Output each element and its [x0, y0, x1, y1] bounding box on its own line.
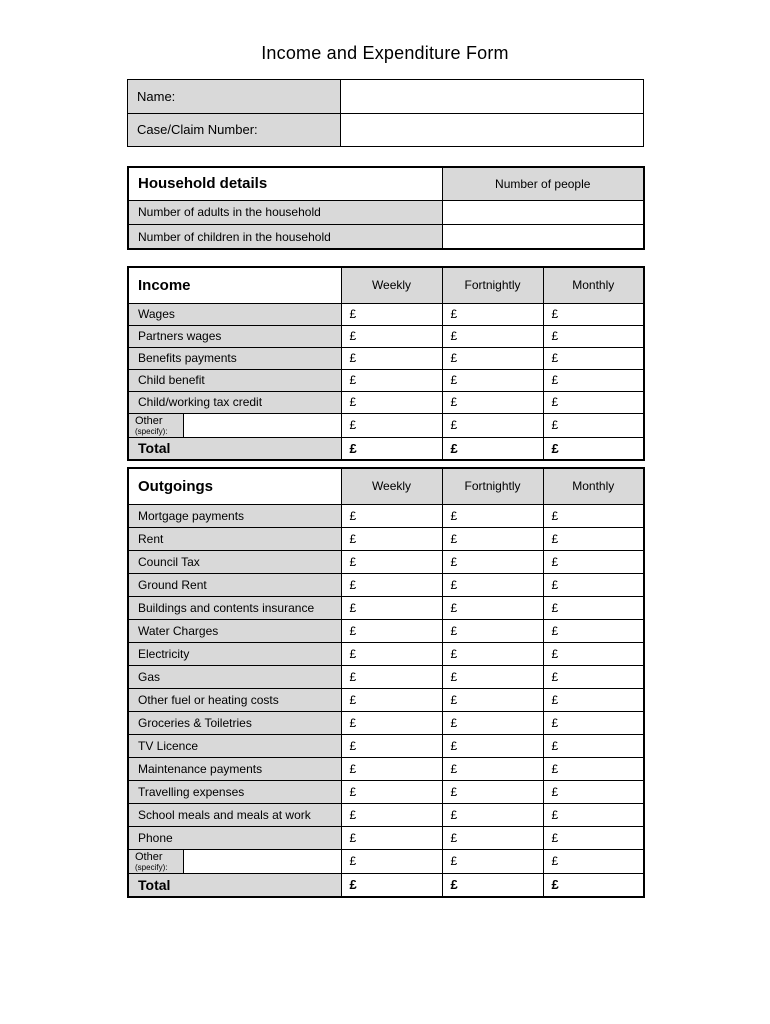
household-col-number-of-people: Number of people	[442, 167, 644, 200]
amount-cell-monthly[interactable]	[543, 347, 644, 369]
currency-symbol: £	[551, 623, 559, 638]
amount-cell-weekly[interactable]	[341, 803, 442, 826]
table-row	[128, 80, 644, 114]
currency-symbol: £	[450, 373, 458, 387]
currency-symbol: £	[450, 508, 458, 523]
currency-symbol: £	[349, 351, 357, 365]
row-label: Rent	[128, 527, 341, 550]
outgoings-col-monthly: Monthly	[543, 468, 644, 504]
row-label: TV Licence	[128, 734, 341, 757]
outgoings-total-label: Total	[128, 873, 341, 897]
row-label: Mortgage payments	[128, 504, 341, 527]
amount-cell-monthly[interactable]	[543, 826, 644, 849]
name-label: Name:	[128, 80, 341, 114]
currency-symbol: £	[349, 418, 357, 432]
currency-symbol: £	[450, 830, 458, 845]
currency-symbol: £	[349, 715, 357, 730]
currency-symbol: £	[450, 418, 458, 432]
table-row-other	[128, 849, 644, 873]
currency-symbol: £	[349, 669, 357, 684]
income-col-weekly: Weekly	[341, 267, 442, 303]
currency-symbol: £	[349, 738, 357, 753]
currency-symbol: £	[450, 440, 458, 456]
amount-cell-weekly[interactable]	[341, 780, 442, 803]
table-row	[128, 757, 644, 780]
income-col-monthly: Monthly	[543, 267, 644, 303]
amount-cell-fortnightly[interactable]	[442, 734, 543, 757]
other-label	[129, 414, 184, 437]
case-claim-label: Case/Claim Number:	[128, 113, 341, 147]
amount-cell-weekly[interactable]	[341, 550, 442, 573]
currency-symbol: £	[551, 761, 559, 776]
amount-cell-monthly[interactable]	[543, 527, 644, 550]
amount-cell-weekly[interactable]	[341, 413, 442, 437]
currency-symbol: £	[551, 646, 559, 661]
other-label-cell	[128, 413, 341, 437]
currency-symbol: £	[450, 715, 458, 730]
outgoings-col-fortnightly: Fortnightly	[442, 468, 543, 504]
amount-cell-monthly[interactable]	[543, 369, 644, 391]
amount-cell-weekly[interactable]	[341, 757, 442, 780]
table-row	[128, 504, 644, 527]
amount-cell-monthly[interactable]	[543, 303, 644, 325]
currency-symbol: £	[450, 623, 458, 638]
outgoings-header-row	[128, 468, 644, 504]
amount-cell-fortnightly[interactable]	[442, 780, 543, 803]
table-row	[128, 303, 644, 325]
amount-cell-weekly[interactable]	[341, 596, 442, 619]
currency-symbol: £	[450, 877, 458, 893]
amount-cell-fortnightly[interactable]	[442, 803, 543, 826]
other-specify-text: (specify):	[135, 426, 168, 436]
currency-symbol: £	[551, 854, 559, 868]
amount-cell-weekly[interactable]	[341, 849, 442, 873]
currency-symbol: £	[551, 877, 559, 893]
amount-cell-monthly[interactable]	[543, 803, 644, 826]
other-label	[129, 850, 184, 873]
currency-symbol: £	[450, 554, 458, 569]
currency-symbol: £	[551, 554, 559, 569]
amount-cell-fortnightly[interactable]	[442, 688, 543, 711]
amount-cell-fortnightly[interactable]	[442, 757, 543, 780]
amount-cell-fortnightly[interactable]	[442, 391, 543, 413]
other-specify-input[interactable]	[184, 414, 341, 437]
currency-symbol: £	[450, 646, 458, 661]
currency-symbol: £	[349, 807, 357, 822]
amount-cell-fortnightly[interactable]	[442, 849, 543, 873]
amount-cell-weekly[interactable]	[341, 303, 442, 325]
currency-symbol: £	[551, 373, 559, 387]
row-label: Council Tax	[128, 550, 341, 573]
table-row	[128, 550, 644, 573]
table-row	[128, 325, 644, 347]
children-label: Number of children in the household	[128, 225, 442, 250]
row-label: Wages	[128, 303, 341, 325]
amount-cell-weekly[interactable]	[341, 688, 442, 711]
income-total-amount-cell-monthly[interactable]	[543, 437, 644, 460]
table-row	[128, 200, 644, 225]
currency-symbol: £	[450, 692, 458, 707]
household-table	[127, 166, 645, 250]
table-row	[128, 391, 644, 413]
currency-symbol: £	[349, 329, 357, 343]
amount-cell-fortnightly[interactable]	[442, 619, 543, 642]
table-row	[128, 803, 644, 826]
income-header-row	[128, 267, 644, 303]
row-label: School meals and meals at work	[128, 803, 341, 826]
currency-symbol: £	[349, 623, 357, 638]
amount-cell-monthly[interactable]	[543, 619, 644, 642]
row-label: Maintenance payments	[128, 757, 341, 780]
row-label: Gas	[128, 665, 341, 688]
outgoings-section-title: Outgoings	[128, 468, 341, 504]
table-row	[128, 688, 644, 711]
table-row	[128, 665, 644, 688]
currency-symbol: £	[551, 577, 559, 592]
table-row	[128, 113, 644, 147]
table-row	[128, 734, 644, 757]
currency-symbol: £	[450, 669, 458, 684]
currency-symbol: £	[349, 508, 357, 523]
case-claim-input-cell[interactable]	[341, 113, 644, 147]
outgoings-tbody	[128, 468, 644, 897]
amount-cell-weekly[interactable]	[341, 391, 442, 413]
currency-symbol: £	[349, 554, 357, 569]
amount-cell-monthly[interactable]	[543, 391, 644, 413]
currency-symbol: £	[349, 784, 357, 799]
outgoings-total-row	[128, 873, 644, 897]
amount-cell-monthly[interactable]	[543, 573, 644, 596]
currency-symbol: £	[450, 351, 458, 365]
amount-cell-fortnightly[interactable]	[442, 596, 543, 619]
currency-symbol: £	[450, 307, 458, 321]
income-col-fortnightly: Fortnightly	[442, 267, 543, 303]
currency-symbol: £	[450, 784, 458, 799]
table-row	[128, 573, 644, 596]
other-wrap	[129, 414, 341, 437]
currency-symbol: £	[551, 600, 559, 615]
amount-cell-weekly[interactable]	[341, 826, 442, 849]
amount-cell-weekly[interactable]	[341, 573, 442, 596]
amount-cell-fortnightly[interactable]	[442, 711, 543, 734]
currency-symbol: £	[551, 807, 559, 822]
currency-symbol: £	[349, 761, 357, 776]
currency-symbol: £	[551, 692, 559, 707]
amount-cell-monthly[interactable]	[543, 711, 644, 734]
row-label: Other fuel or heating costs	[128, 688, 341, 711]
table-row	[128, 619, 644, 642]
currency-symbol: £	[551, 508, 559, 523]
currency-symbol: £	[551, 669, 559, 684]
row-label: Travelling expenses	[128, 780, 341, 803]
table-row	[128, 780, 644, 803]
amount-cell-fortnightly[interactable]	[442, 550, 543, 573]
amount-cell-fortnightly[interactable]	[442, 303, 543, 325]
income-section-title: Income	[128, 267, 341, 303]
table-row	[128, 642, 644, 665]
currency-symbol: £	[349, 692, 357, 707]
income-total-row	[128, 437, 644, 460]
row-label: Groceries & Toiletries	[128, 711, 341, 734]
currency-symbol: £	[349, 440, 357, 456]
amount-cell-fortnightly[interactable]	[442, 504, 543, 527]
row-label: Buildings and contents insurance	[128, 596, 341, 619]
currency-symbol: £	[551, 830, 559, 845]
row-label: Child benefit	[128, 369, 341, 391]
currency-symbol: £	[551, 440, 559, 456]
amount-cell-monthly[interactable]	[543, 642, 644, 665]
other-wrap	[129, 850, 341, 873]
amount-cell-fortnightly[interactable]	[442, 325, 543, 347]
amount-cell-weekly[interactable]	[341, 325, 442, 347]
income-tbody	[128, 267, 644, 460]
amount-cell-fortnightly[interactable]	[442, 573, 543, 596]
currency-symbol: £	[450, 738, 458, 753]
amount-cell-monthly[interactable]	[543, 325, 644, 347]
amount-cell-fortnightly[interactable]	[442, 665, 543, 688]
currency-symbol: £	[551, 418, 559, 432]
income-total-amount-cell-fortnightly[interactable]	[442, 437, 543, 460]
currency-symbol: £	[551, 531, 559, 546]
currency-symbol: £	[551, 307, 559, 321]
currency-symbol: £	[349, 577, 357, 592]
income-total-label: Total	[128, 437, 341, 460]
amount-cell-fortnightly[interactable]	[442, 369, 543, 391]
amount-cell-monthly[interactable]	[543, 849, 644, 873]
currency-symbol: £	[551, 715, 559, 730]
currency-symbol: £	[450, 577, 458, 592]
other-label-text: Other	[135, 850, 163, 863]
amount-cell-monthly[interactable]	[543, 596, 644, 619]
currency-symbol: £	[349, 646, 357, 661]
currency-symbol: £	[551, 329, 559, 343]
amount-cell-fortnightly[interactable]	[442, 347, 543, 369]
row-label: Water Charges	[128, 619, 341, 642]
amount-cell-fortnightly[interactable]	[442, 826, 543, 849]
table-row	[128, 711, 644, 734]
currency-symbol: £	[349, 307, 357, 321]
amount-cell-monthly[interactable]	[543, 504, 644, 527]
amount-cell-fortnightly[interactable]	[442, 642, 543, 665]
currency-symbol: £	[551, 395, 559, 409]
amount-cell-weekly[interactable]	[341, 665, 442, 688]
adults-label: Number of adults in the household	[128, 200, 442, 225]
table-row	[128, 369, 644, 391]
row-label: Benefits payments	[128, 347, 341, 369]
table-row	[128, 347, 644, 369]
currency-symbol: £	[450, 761, 458, 776]
household-header-row	[128, 167, 644, 200]
amount-cell-fortnightly[interactable]	[442, 413, 543, 437]
currency-symbol: £	[450, 329, 458, 343]
outgoings-total-amount-cell-fortnightly[interactable]	[442, 873, 543, 897]
row-label: Partners wages	[128, 325, 341, 347]
amount-cell-weekly[interactable]	[341, 734, 442, 757]
currency-symbol: £	[450, 807, 458, 822]
household-title: Household details	[128, 167, 442, 200]
currency-symbol: £	[551, 784, 559, 799]
amount-cell-monthly[interactable]	[543, 734, 644, 757]
currency-symbol: £	[349, 830, 357, 845]
amount-cell-weekly[interactable]	[341, 369, 442, 391]
amount-cell-monthly[interactable]	[543, 550, 644, 573]
amount-cell-weekly[interactable]	[341, 711, 442, 734]
currency-symbol: £	[349, 854, 357, 868]
table-row	[128, 527, 644, 550]
other-specify-input[interactable]	[184, 850, 341, 873]
currency-symbol: £	[551, 738, 559, 753]
page-title: Income and Expenditure Form	[261, 43, 509, 63]
table-row-other	[128, 413, 644, 437]
amount-cell-monthly[interactable]	[543, 413, 644, 437]
other-label-text: Other	[135, 414, 163, 427]
currency-symbol: £	[551, 351, 559, 365]
currency-symbol: £	[450, 600, 458, 615]
amount-cell-monthly[interactable]	[543, 757, 644, 780]
amount-cell-weekly[interactable]	[341, 527, 442, 550]
other-label-cell	[128, 849, 341, 873]
currency-symbol: £	[349, 600, 357, 615]
currency-symbol: £	[349, 877, 357, 893]
amount-cell-fortnightly[interactable]	[442, 527, 543, 550]
amount-cell-weekly[interactable]	[341, 619, 442, 642]
amount-cell-weekly[interactable]	[341, 347, 442, 369]
outgoings-table	[127, 467, 645, 898]
currency-symbol: £	[450, 854, 458, 868]
outgoings-col-weekly: Weekly	[341, 468, 442, 504]
adults-count-cell[interactable]	[442, 200, 644, 225]
table-row	[128, 596, 644, 619]
row-label: Child/working tax credit	[128, 391, 341, 413]
currency-symbol: £	[349, 373, 357, 387]
table-row	[128, 826, 644, 849]
row-label: Phone	[128, 826, 341, 849]
table-row	[128, 225, 644, 250]
currency-symbol: £	[450, 395, 458, 409]
amount-cell-monthly[interactable]	[543, 665, 644, 688]
name-input-cell[interactable]	[341, 80, 644, 114]
children-count-cell[interactable]	[442, 225, 644, 250]
outgoings-total-amount-cell-weekly[interactable]	[341, 873, 442, 897]
row-label: Ground Rent	[128, 573, 341, 596]
amount-cell-weekly[interactable]	[341, 642, 442, 665]
income-total-amount-cell-weekly[interactable]	[341, 437, 442, 460]
outgoings-total-amount-cell-monthly[interactable]	[543, 873, 644, 897]
amount-cell-weekly[interactable]	[341, 504, 442, 527]
amount-cell-monthly[interactable]	[543, 688, 644, 711]
currency-symbol: £	[349, 531, 357, 546]
row-label: Electricity	[128, 642, 341, 665]
currency-symbol: £	[349, 395, 357, 409]
amount-cell-monthly[interactable]	[543, 780, 644, 803]
income-table	[127, 266, 645, 461]
currency-symbol: £	[450, 531, 458, 546]
other-specify-text: (specify):	[135, 862, 168, 872]
name-case-table	[127, 79, 644, 147]
